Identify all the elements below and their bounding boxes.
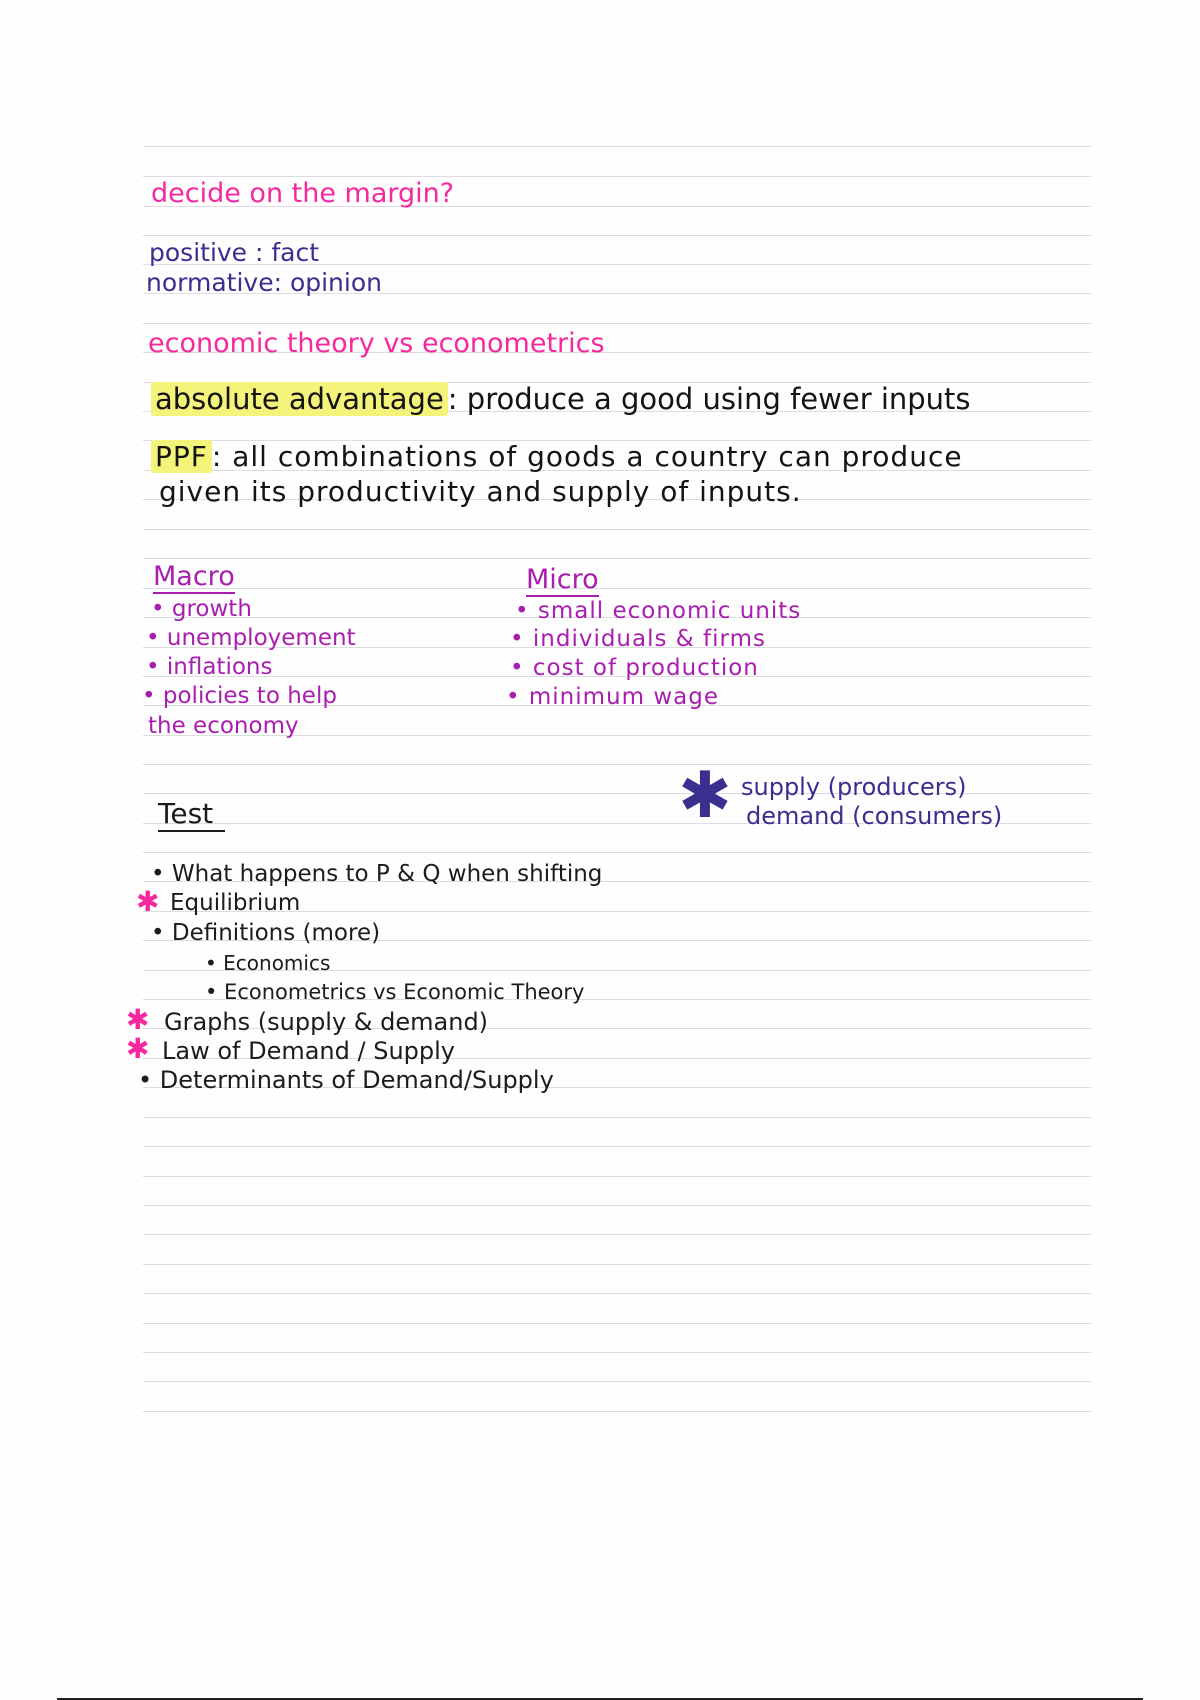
positive-note: positive : fact	[149, 238, 320, 267]
macro-item: • inflations	[146, 654, 273, 680]
ruled-line	[143, 1234, 1091, 1235]
test-item: Law of Demand / Supply	[162, 1037, 456, 1065]
star-icon: ✱	[126, 1003, 150, 1036]
test-item: • Determinants of Demand/Supply	[138, 1066, 554, 1094]
macro-item: • policies to help	[142, 683, 337, 709]
test-subitem: • Econometrics vs Economic Theory	[205, 980, 585, 1004]
test-item: Equilibrium	[170, 890, 301, 916]
ruled-line	[143, 1323, 1091, 1324]
micro-item: • small economic units	[515, 598, 802, 624]
test-subitem: • Economics	[205, 951, 331, 975]
ruled-line	[143, 558, 1091, 559]
ppf-text: : all combinations of goods a country can produce	[211, 440, 963, 473]
test-item: • Definitions (more)	[151, 920, 381, 946]
star-icon: ✱	[136, 885, 160, 918]
macro-item: the economy	[148, 713, 299, 739]
ruled-line	[143, 323, 1091, 324]
micro-item: • cost of production	[510, 655, 759, 681]
ruled-line	[143, 1146, 1091, 1147]
ruled-line	[143, 1117, 1091, 1118]
micro-item: • individuals & firms	[510, 626, 766, 652]
absolute-advantage-definition	[151, 382, 971, 416]
ppf-definition-line2: given its productivity and supply of inputs.	[159, 475, 802, 508]
ruled-line	[143, 1264, 1091, 1265]
test-title: Test	[158, 800, 225, 832]
absolute-advantage-term: absolute advantage	[151, 382, 448, 416]
test-item: • What happens to P & Q when shifting	[151, 861, 603, 887]
absolute-advantage-text: : produce a good using fewer inputs	[447, 382, 971, 416]
macro-title: Macro	[153, 561, 235, 592]
ruled-line	[143, 1411, 1091, 1412]
ppf-definition-line1	[151, 440, 963, 473]
ruled-line	[143, 529, 1091, 530]
heading-economic-theory: economic theory vs econometrics	[148, 328, 605, 359]
ruled-line	[143, 1205, 1091, 1206]
ruled-line	[143, 1352, 1091, 1353]
ruled-line	[143, 852, 1091, 853]
ruled-line	[143, 1176, 1091, 1177]
supply-producers-note: supply (producers)	[741, 773, 967, 801]
macro-item: • growth	[151, 596, 252, 622]
ruled-line	[143, 764, 1091, 765]
micro-item: • minimum wage	[506, 684, 719, 710]
ruled-line	[143, 1381, 1091, 1382]
ruled-line	[143, 146, 1091, 147]
ruled-line	[143, 176, 1091, 177]
star-icon: ✱	[126, 1032, 150, 1065]
demand-consumers-note: demand (consumers)	[746, 802, 1003, 830]
asterisk-icon: ✱	[678, 759, 732, 833]
ruled-line	[143, 1293, 1091, 1294]
ruled-line	[143, 235, 1091, 236]
test-item: Graphs (supply & demand)	[164, 1008, 489, 1036]
micro-title: Micro	[526, 564, 599, 595]
ppf-term: PPF	[151, 440, 212, 473]
macro-item: • unemployement	[146, 625, 356, 651]
heading-decide-on-margin: decide on the margin?	[151, 178, 455, 209]
normative-note: normative: opinion	[146, 268, 382, 297]
ruled-line	[143, 588, 1091, 589]
